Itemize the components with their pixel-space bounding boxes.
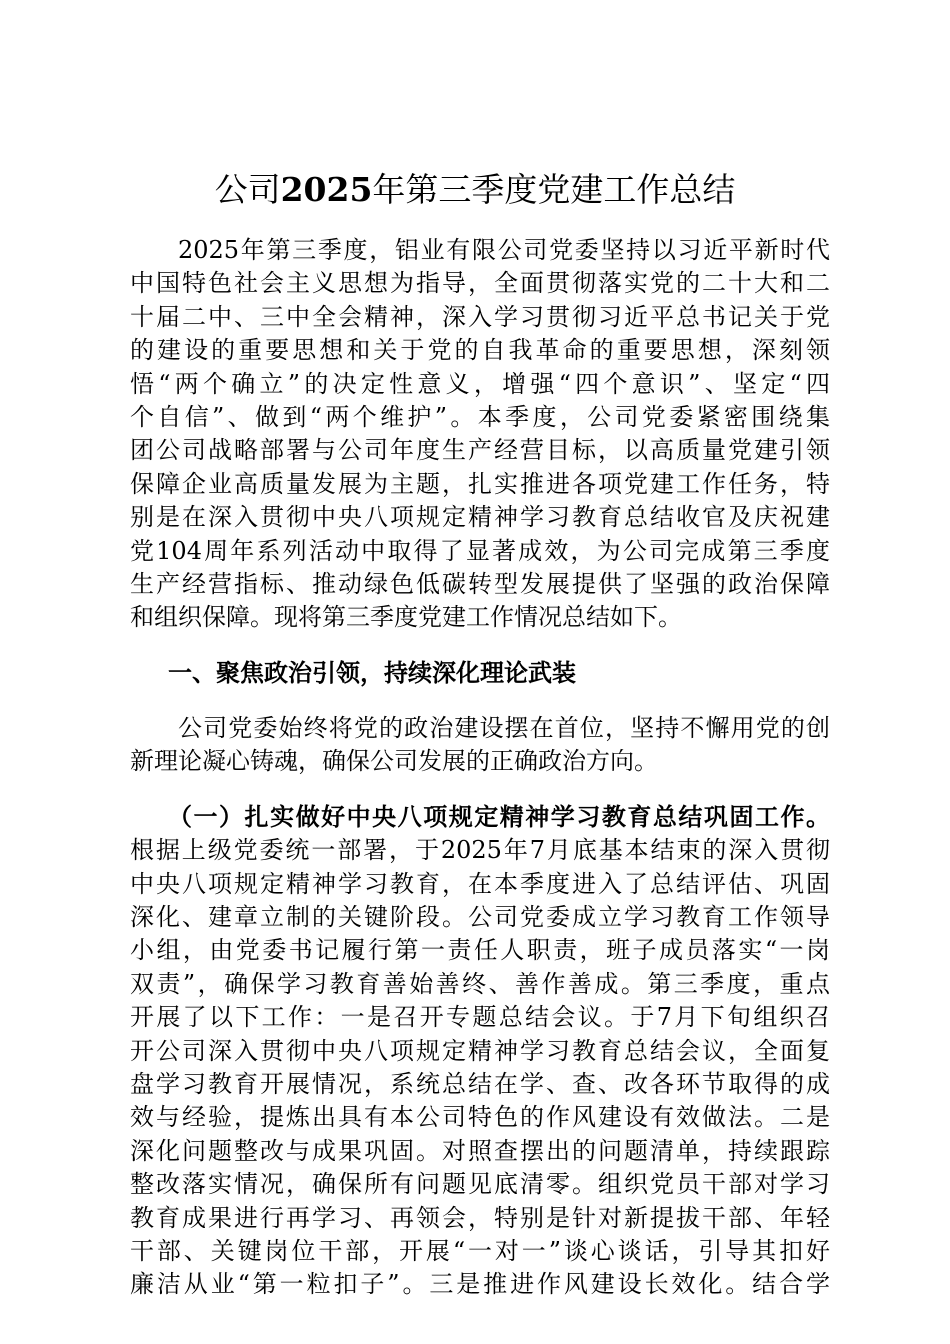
section1-paragraph <box>130 712 830 779</box>
text-line: 干部、关键岗位干部，开展“一对一”谈心谈话，引导其扣好 <box>130 1236 830 1265</box>
document-title <box>0 168 950 212</box>
text-line: 整改落实情况，确保所有问题见底清零。组织党员干部对学习 <box>130 1170 830 1199</box>
text-line: 盘学习教育开展情况，系统总结在学、查、改各环节取得的成 <box>130 1069 830 1098</box>
intro-paragraph <box>130 234 830 635</box>
text-line: 保障企业高质量发展为主题，扎实推进各项党建工作任务，特 <box>130 469 830 498</box>
subsection-heading-1: （一）扎实做好中央八项规定精神学习教育总结巩固工作。 <box>168 802 830 831</box>
text-line: 双责”，确保学习教育善始善终、善作善成。第三季度，重点 <box>130 969 830 998</box>
text-line: 新理论凝心铸魂，确保公司发展的正确政治方向。 <box>130 747 658 776</box>
text-line: 党104周年系列活动中取得了显著成效，为公司完成第三季度 <box>130 536 830 565</box>
text-line: 中央八项规定精神学习教育，在本季度进入了总结评估、巩固 <box>130 869 830 898</box>
text-line: 生产经营指标、推动绿色低碳转型发展提供了坚强的政治保障 <box>130 569 830 598</box>
title-suffix: 年第三季度党建工作总结 <box>372 170 736 209</box>
text-line: 团公司战略部署与公司年度生产经营目标，以高质量党建引领 <box>130 436 830 465</box>
text-line: 的建设的重要思想和关于党的自我革命的重要思想，深刻领 <box>130 336 830 365</box>
text-line: 开公司深入贯彻中央八项规定精神学习教育总结会议，全面复 <box>130 1036 830 1065</box>
text-line: 个自信”、做到“两个维护”。本季度，公司党委紧密围绕集 <box>130 402 830 431</box>
section-heading-1: 一、聚焦政治引领，持续深化理论武装 <box>168 658 576 687</box>
text-line: 中国特色社会主义思想为指导，全面贯彻落实党的二十大和二 <box>130 269 830 298</box>
title-prefix: 公司 <box>214 170 281 209</box>
text-line: 悟“两个确立”的决定性意义，增强“四个意识”、坚定“四 <box>130 369 830 398</box>
text-line: 廉洁从业“第一粒扣子”。三是推进作风建设长效化。结合学 <box>130 1270 830 1299</box>
text-line: 和组织保障。现将第三季度党建工作情况总结如下。 <box>130 603 682 632</box>
document-body <box>130 234 830 1302</box>
text-line: 深化问题整改与成果巩固。对照查摆出的问题清单，持续跟踪 <box>130 1136 830 1165</box>
text-line: 教育成果进行再学习、再领会，特别是针对新提拔干部、年轻 <box>130 1203 830 1232</box>
text-line: 开展了以下工作：一是召开专题总结会议。于7月下旬组织召 <box>130 1003 830 1032</box>
text-line: 2025年第三季度，铝业有限公司党委坚持以习近平新时代 <box>178 236 830 264</box>
text-line: 深化、建章立制的关键阶段。公司党委成立学习教育工作领导 <box>130 903 830 932</box>
text-line: 小组，由党委书记履行第一责任人职责，班子成员落实“一岗 <box>130 936 830 965</box>
text-line: 十届二中、三中全会精神，深入学习贯彻习近平总书记关于党 <box>130 302 830 331</box>
title-year: 2025 <box>280 170 373 209</box>
text-line: 效与经验，提炼出具有本公司特色的作风建设有效做法。二是 <box>130 1103 830 1132</box>
text-line: 根据上级党委统一部署，于2025年7月底基本结束的深入贯彻 <box>130 836 830 865</box>
sub1-paragraph <box>130 801 830 1302</box>
text-line: 公司党委始终将党的政治建设摆在首位，坚持不懈用党的创 <box>178 714 830 743</box>
text-line: 别是在深入贯彻中央八项规定精神学习教育总结收官及庆祝建 <box>130 503 830 532</box>
